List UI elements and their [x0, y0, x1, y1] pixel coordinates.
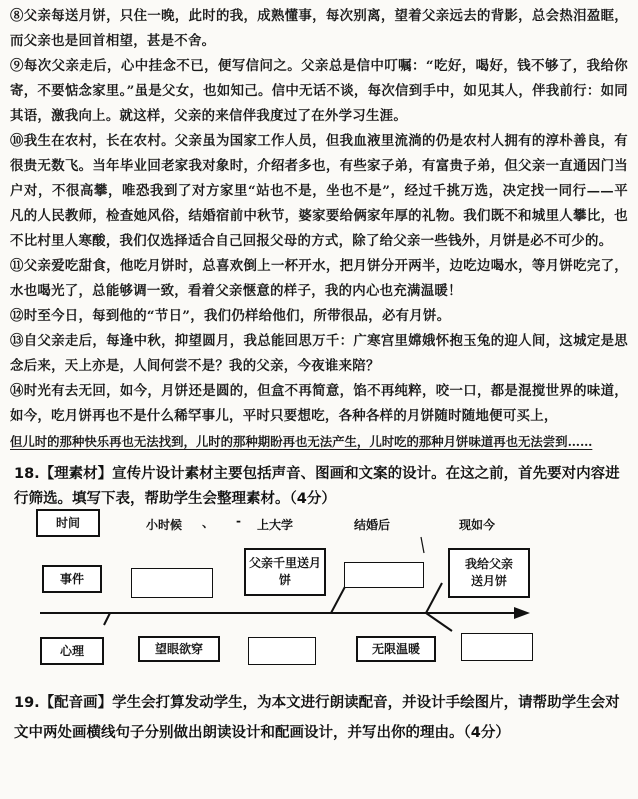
period-dash-2: -	[236, 514, 241, 528]
event-answer-box-1[interactable]	[131, 568, 213, 598]
event-box-4	[448, 548, 530, 598]
paragraph-14: ⑭时光有去无回，如今，月饼还是圆的，但盒不再简意，馅不再纯粹，咬一口，都是混搅世界的味道，如今，吃月饼再也不是什么稀罕事儿，平时只要想吃，各种各样的月饼随时随地便可买上，	[10, 383, 628, 424]
period-married: 结婚后	[354, 518, 391, 532]
paragraph-13: ⑬自父亲走后，每逢中秋，抑望圆月，我总能回思万千：广寒宫里嫦娥怀抱玉兔的迎人间，这城定是思念后来，天上亦是，人间何尝不是？我的父亲，今夜谁来陪？	[10, 333, 628, 374]
event-box-4-line2: 送月饼	[470, 574, 507, 588]
mood-answer-box-4[interactable]	[461, 633, 533, 661]
event-answer-box-3[interactable]	[344, 562, 424, 588]
mood-answer-box-2[interactable]	[248, 637, 316, 665]
row-label-time: 时间	[36, 509, 100, 537]
row-label-mood: 心理	[40, 637, 104, 665]
paragraph-10: ⑩我生在农村，长在农村。父亲虽为国家工作人员，但我血液里流淌的仍是农村人拥有的淳朴善良，有很贵无数飞。当年毕业回老家我对象时，介绍者多也，有些家子弟，有富贵子弟，但父亲一直通因门当户对，不很高攀，唯恐我到了对方家里“站也不是，坐也不是”，经过千挑万选，决定找一同行——平凡的人民教师，检查她风俗，结婚宿前中秋节，婆家要给俩家年厚的礼物。我们既不和城里人攀比，也不比村里人寒酸，我们仅选择适合自己回报父母的方式，除了给父亲一些钱外，月饼是必不可少的。	[10, 133, 628, 249]
mood-box-1: 望眼欲穿	[138, 636, 220, 662]
period-now: 现如今	[459, 518, 496, 532]
paragraph-9: ⑨每次父亲走后，心中挂念不已，便写信问之。父亲总是信中叮嘱：“吃好，喝好，钱不够了，我给你寄，不要惦念家里。”虽是父女，也如知己。信中无话不谈，每次信到手中，如见其人，伴我前行：如同其语，激我向上。就这样，父亲的来信伴我度过了在外学习生涯。	[10, 58, 628, 124]
event-box-4-line1: 我给父亲	[464, 557, 513, 571]
question-19: 19.【配音画】学生会打算发动学生，为本文进行朗读配音，并设计手绘图片，请帮助学生会对文中两处画横线句子分别做出朗读设计和配画设计，并写出你的理由。（4分）	[14, 695, 620, 741]
row-label-event: 事件	[42, 565, 102, 593]
period-dash-1: 、	[202, 516, 215, 530]
event-box-2: 父亲千里送月饼	[244, 548, 326, 596]
question-18: 18.【理素材】宣传片设计素材主要包括声音、图画和文案的设计。在这之前，首先要对内容进行筛选。填写下表，帮助学生会整理素材。（4分）	[14, 466, 620, 507]
period-university: 上大学	[257, 518, 294, 532]
paragraph-8: ⑧父亲每送月饼，只住一晚，此时的我，成熟懂事，每次别离，望着父亲远去的背影，总会热泪盈眶，而父亲也是回首相望，甚是不舍。	[10, 8, 628, 49]
period-childhood: 小时候	[146, 518, 183, 532]
underlined-sentence: 但儿时的那种快乐再也无法找到，儿时的那种期盼再也无法产生，儿时吃的那种月饼味道再也无法尝到……	[10, 434, 593, 449]
paragraph-11: ⑪父亲爱吃甜食，他吃月饼时，总喜欢倒上一杯开水，把月饼分开两半，边吃边喝水，等月饼吃完了，水也喝光了，总能够调一致，看着父亲惬意的样子，我的内心也充满温暖！	[10, 258, 628, 299]
mood-box-3: 无限温暖	[356, 636, 436, 662]
paragraph-12: ⑫时至今日，每到他的“节日”，我们仍样给他们，所带很品，必有月饼。	[10, 308, 451, 324]
